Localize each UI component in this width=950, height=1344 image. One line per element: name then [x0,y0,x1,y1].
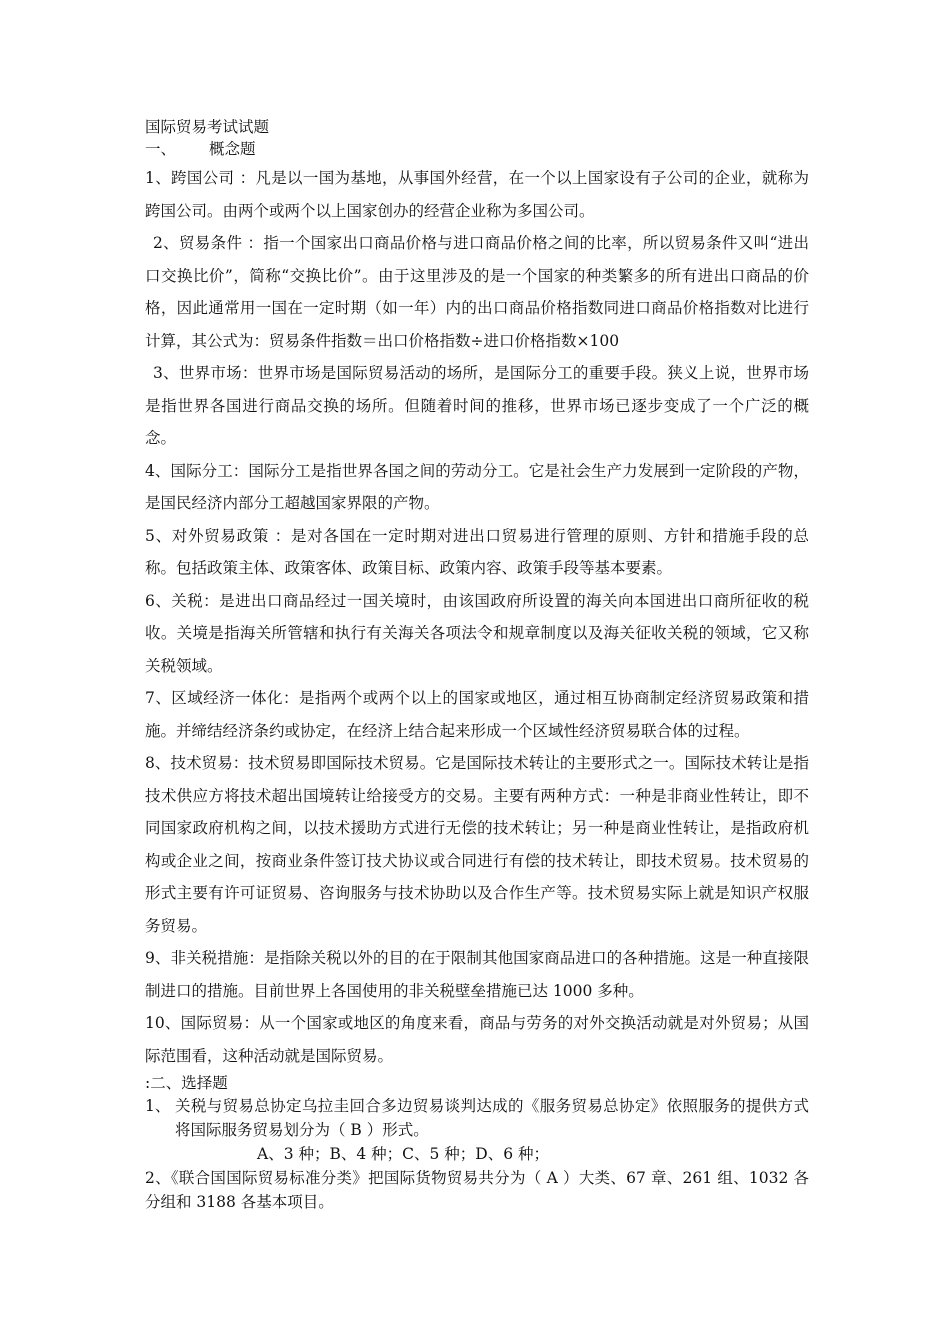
concept-paragraph: 9、非关税措施：是指除关税以外的目的在于限制其他国家商品进口的各种措施。这是一种直接限制进口的措施。目前世界上各国使用的非关税壁垒措施已达 1000 多种。 [145,949,809,1000]
concept-paragraph: 10、国际贸易：从一个国家或地区的角度来看，商品与劳务的对外交换活动就是对外贸易；从国际范围看，这种活动就是国际贸易。 [145,1014,809,1065]
question-1 [145,1094,809,1142]
document-body [145,116,809,1214]
section-heading-concepts [145,138,809,160]
document-title: 国际贸易考试试题 [145,118,270,136]
concept-paragraph: 8、技术贸易：技术贸易即国际技术贸易。它是国际技术转让的主要形式之一。国际技术转让是指技术供应方将技术超出国境转让给接受方的交易。主要有两种方式：一种是非商业性转让，即不同国家政府机构之间，以技术援助方式进行无偿的技术转让；另一种是商业性转让，是指政府机构或企业之间，按商业条件签订技犬协议或合同进行有偿的技术转让，即技术贸易。技术贸易的形式主要有许可证贸易、咨询服务与技术协助以及合作生产等。技术贸易实际上就是知识产权服务贸易。 [145,754,809,935]
concept-paragraph: 1、跨国公司 ：凡是以一国为基地，从事国外经营，在一个以上国家设有子公司的企业，就称为跨国公司。由两个或两个以上国家创办的经营企业称为多国公司。 [145,169,809,220]
section-heading-choice: :二、选择题 [145,1074,228,1092]
concept-paragraph: 4、国际分工：国际分工是指世界各国之间的劳动分工。它是社会生产力发展到一定阶段的产物，是国民经济内部分工超越国家界限的产物。 [145,461,809,512]
section-title: 概念题 [209,140,256,158]
concept-paragraph: 3、世界市场：世界市场是国际贸易活动的场所，是国际分工的重要手段。狭义上说，世界市场是指世界各国进行商品交换的场所。但随着时间的推移，世界市场已逐步变成了一个广泛的概念。 [145,364,809,447]
question-text: 关税与贸易总协定乌拉圭回合多边贸易谈判达成的《服务贸易总协定》依照服务的提供方式将国际服务贸易划分为（ B ）形式。 [175,1097,809,1139]
question-2: 2、《联合国国际贸易标准分类》把国际货物贸易共分为（ A ）大类、67 章、261 组、1032 各分组和 3188 各基本项目。 [145,1169,809,1211]
concept-paragraph: 6、关税：是进出口商品经过一国关境时，由该国政府所设置的海关向本国进出口商所征收的税收。关境是指海关所管辖和执行有关海关各项法令和规章制度以及海关征收关税的领域，它又称关税领域。 [145,591,809,675]
section-number: 一、 [145,140,177,158]
concept-paragraph: 7、区域经济一体化：是指两个或两个以上的国家或地区，通过相互协商制定经济贸易政策和措施。并缔结经济条约或协定，在经济上结合起来形成一个区域性经济贸易联合体的过程。 [145,689,809,740]
question-number: 1、 [145,1097,171,1115]
question-1-options: A、3 种；B、4 种；C、5 种；D、6 种； [257,1145,550,1163]
concept-paragraph: 2、贸易条件 ：指一个国家出口商品价格与进口商品价格之间的比率，所以贸易条件又叫“进出口交换比价”，简称“交换比价”。由于这里涉及的是一个国家的种类繁多的所有进出口商品的价格，因此通常用一国在一定时期（如一年）内的出口商品价格指数同进口商品价格指数对比进行计算，其公式为：贸易条件指数＝出口价格指数÷进口价格指数×100 [145,234,809,350]
concept-paragraph: 5、对外贸易政策 ：是对各国在一定时期对进出口贸易进行管理的原则、方针和措施手段的总称。包括政策主体、政策客体、政策目标、政策内容、政策手段等基本要素。 [145,526,809,577]
